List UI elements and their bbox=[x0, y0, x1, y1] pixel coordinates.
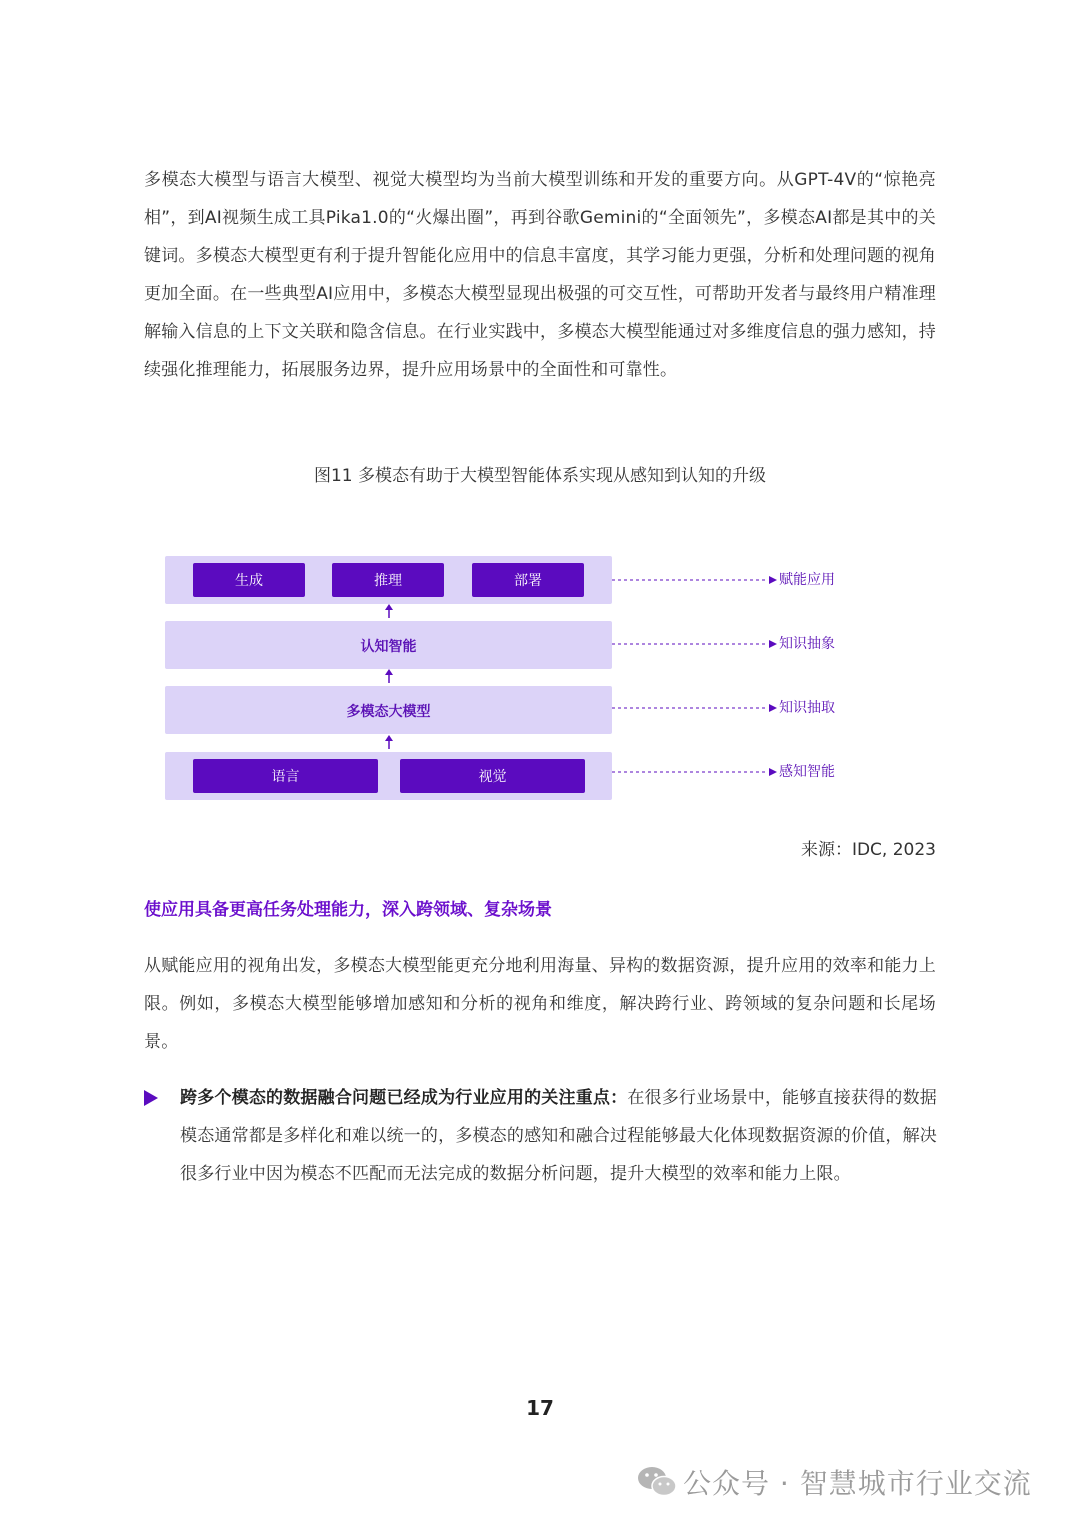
side-label-application: 赋能应用 bbox=[779, 572, 835, 588]
cognitive-band bbox=[165, 621, 612, 669]
arrow-up-icon bbox=[383, 735, 395, 749]
arrow-up-icon bbox=[383, 669, 395, 683]
dashed-arrow-icon bbox=[612, 639, 777, 649]
side-label-abstraction: 知识抽象 bbox=[779, 636, 835, 652]
dashed-arrow-icon bbox=[612, 575, 777, 585]
vision-box: 视觉 bbox=[400, 759, 585, 793]
perception-band bbox=[165, 752, 612, 800]
dashed-arrow-icon bbox=[612, 703, 777, 713]
figure-title: 图11 多模态有助于大模型智能体系实现从感知到认知的升级 bbox=[313, 466, 767, 486]
watermark bbox=[637, 1462, 1032, 1502]
arrow-up-icon bbox=[383, 604, 395, 618]
cognitive-label: 认知智能 bbox=[360, 639, 417, 655]
bullet-bold-lead: 跨多个模态的数据融合问题已经成为行业应用的关注重点： bbox=[180, 1088, 628, 1108]
section-paragraph: 从赋能应用的视角出发，多模态大模型能更充分地利用海量、异构的数据资源，提升应用的效率和能力上限。例如，多模态大模型能够增加感知和分析的视角和维度，解决跨行业、跨领域的复杂问题和长尾场景。 bbox=[144, 956, 936, 1052]
watermark-text: 公众号 · 智慧城市行业交流 bbox=[683, 1467, 1032, 1500]
generate-box: 生成 bbox=[193, 563, 305, 597]
bullet-body: 在很多行业场景中，能够直接获得的数据模态通常都是多样化和难以统一的，多模态的感知和融合过程能够最大化体现数据资源的价值，解决很多行业中因为模态不匹配而无法完成的数据分析问题，提升大模型的效率和能力上限。 bbox=[180, 1088, 937, 1184]
wechat-icon bbox=[637, 1464, 677, 1500]
dashed-arrow-icon bbox=[612, 767, 777, 777]
language-box: 语言 bbox=[193, 759, 378, 793]
intro-paragraph: 多模态大模型与语言大模型、视觉大模型均为当前大模型训练和开发的重要方向。从GPT-4V的“惊艳亮相”，到AI视频生成工具Pika1.0的“火爆出圈”，再到谷歌Gemini的“全面领先”，多模态AI都是其中的关键词。多模态大模型更有利于提升智能化应用中的信息丰富度，其学习能力更强，分析和处理问题的视角更加全面。在一些典型AI应用中，多模态大模型显现出极强的可交互性，可帮助开发者与最终用户精准理解输入信息的上下文关联和隐含信息。在行业实践中，多模态大模型能通过对多维度信息的强力感知，持续强化推理能力，拓展服务边界，提升应用场景中的全面性和可靠性。 bbox=[144, 170, 936, 380]
side-label-extraction: 知识抽取 bbox=[779, 700, 835, 716]
side-label-perception: 感知智能 bbox=[779, 764, 835, 780]
figure-source: 来源：IDC, 2023 bbox=[800, 840, 936, 860]
page-number: 17 bbox=[526, 1396, 554, 1420]
section-heading: 使应用具备更高任务处理能力，深入跨领域、复杂场景 bbox=[144, 900, 552, 920]
multimodal-band bbox=[165, 686, 612, 734]
bullet-paragraph bbox=[180, 1079, 937, 1193]
triangle-bullet-icon bbox=[144, 1090, 158, 1106]
deploy-box: 部署 bbox=[472, 563, 584, 597]
application-band bbox=[165, 556, 612, 604]
multimodal-label: 多模态大模型 bbox=[346, 704, 431, 720]
reasoning-box: 推理 bbox=[332, 563, 444, 597]
